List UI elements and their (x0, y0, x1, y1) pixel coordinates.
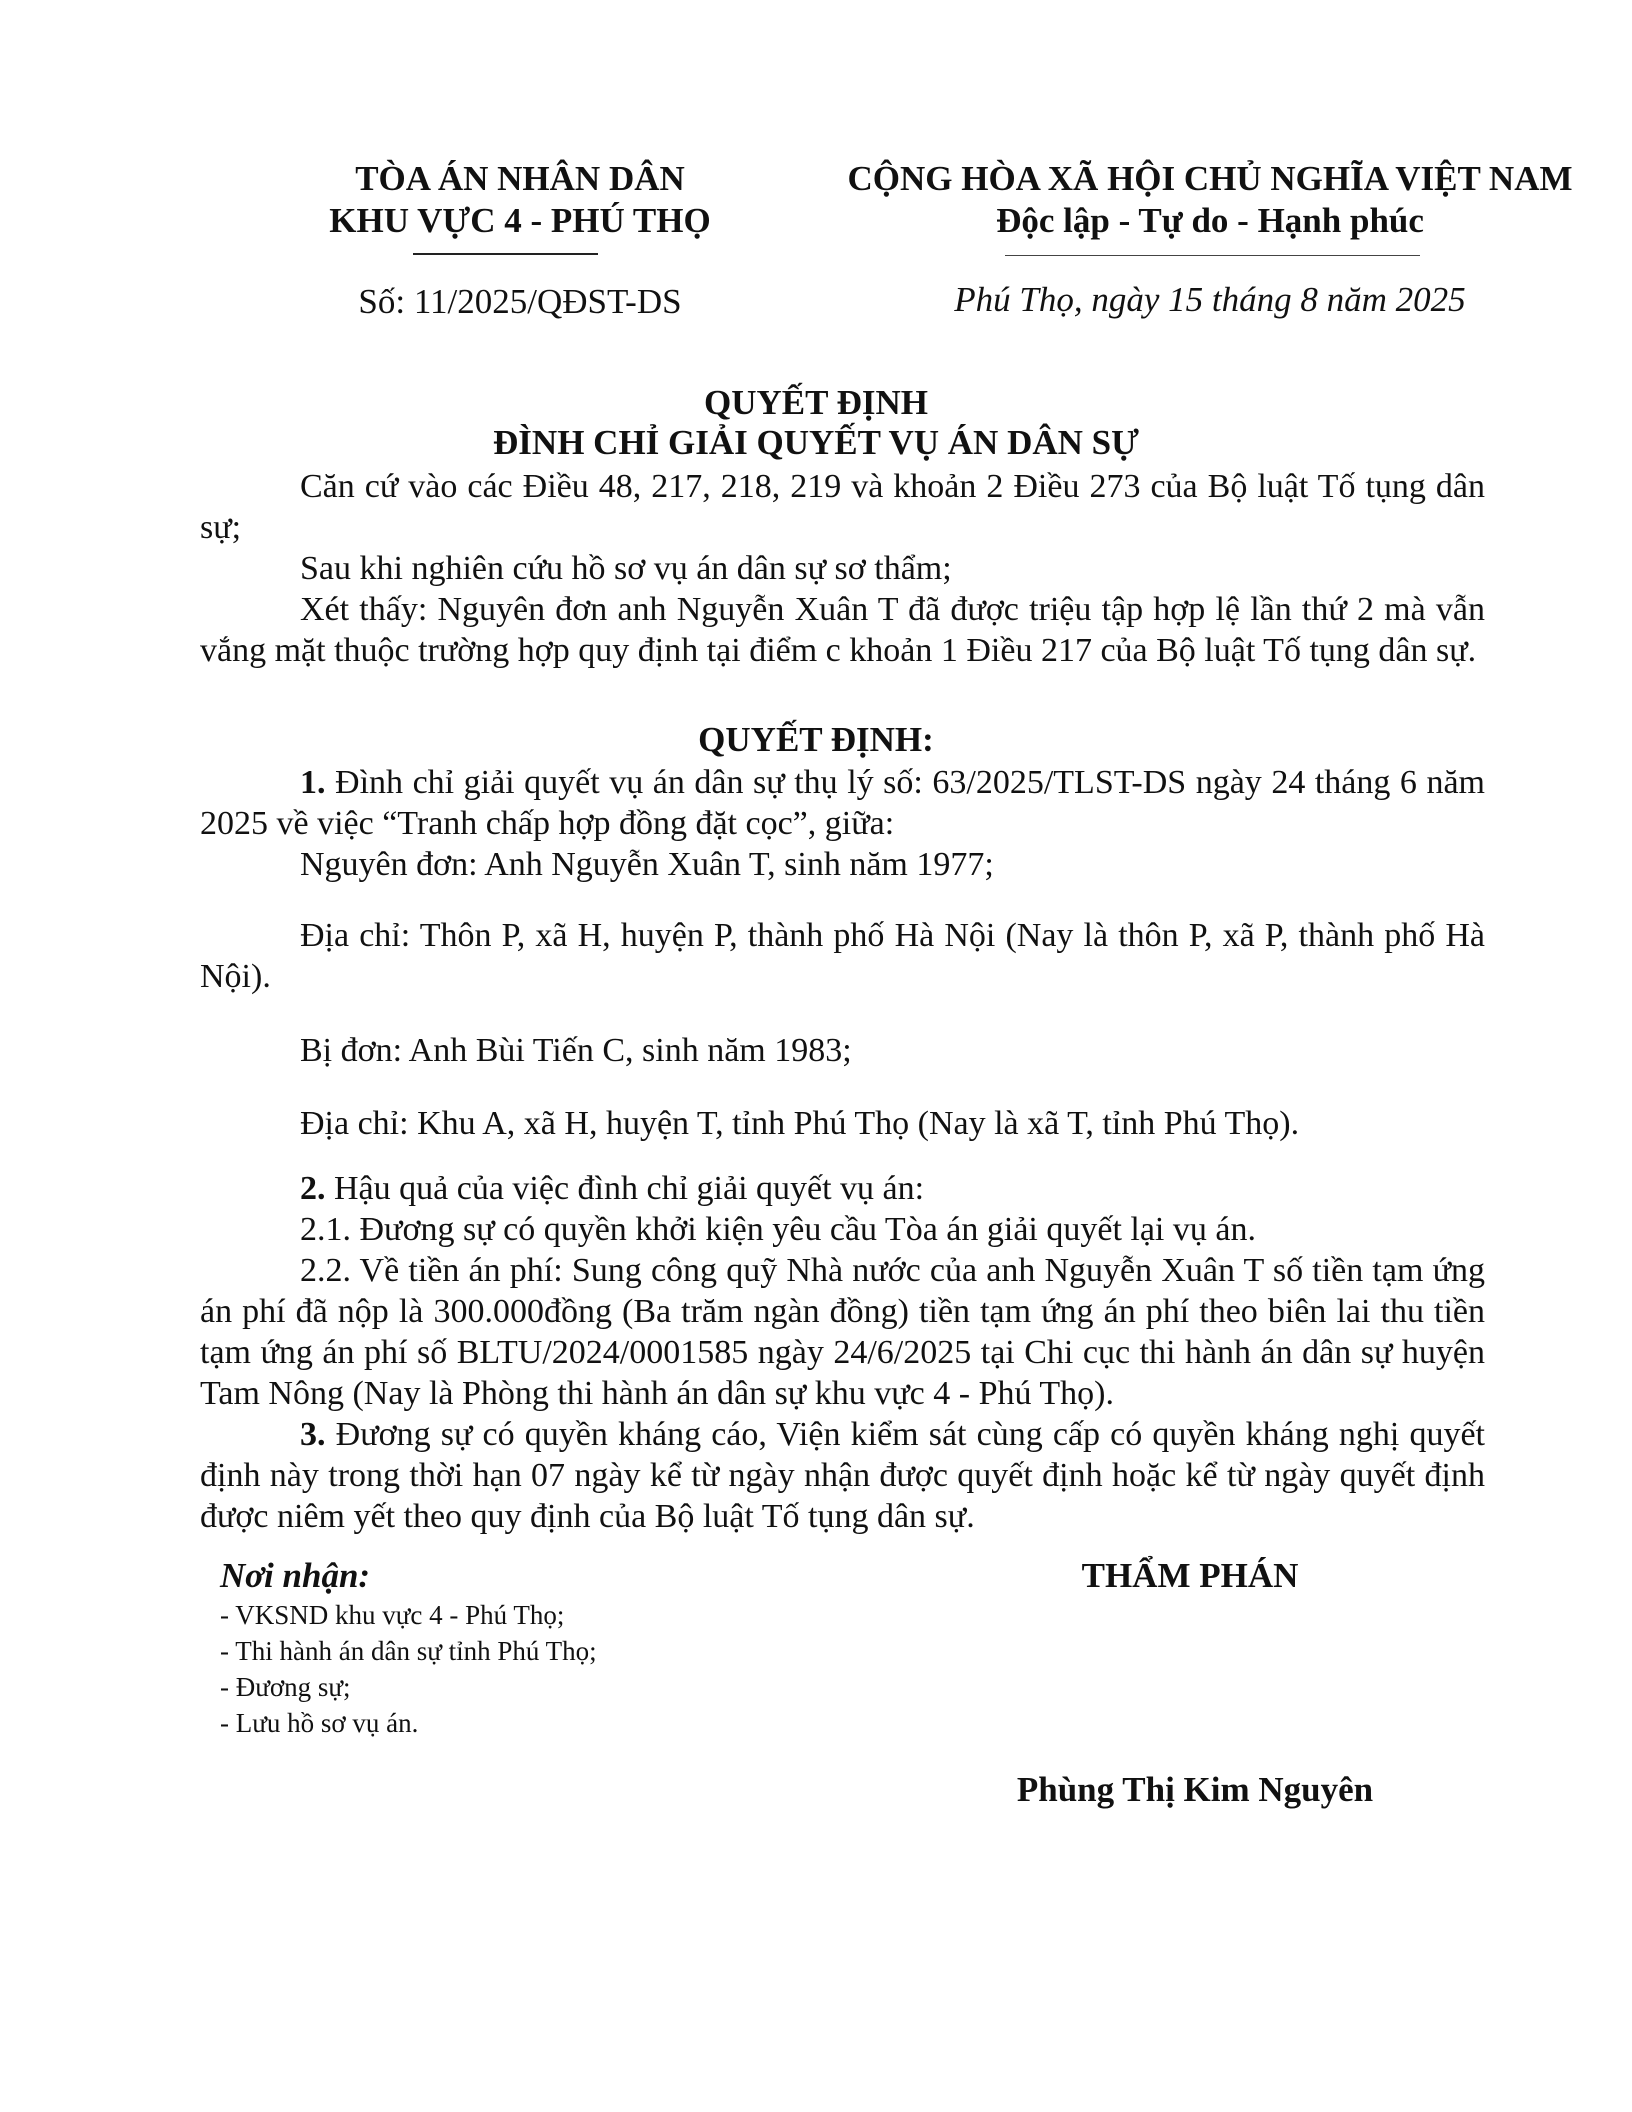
motto: Độc lập - Tự do - Hạnh phúc (996, 201, 1424, 240)
court-name-line1: TÒA ÁN NHÂN DÂN (355, 159, 685, 198)
item-3-text: Đương sự có quyền kháng cáo, Viện kiểm sát cùng cấp có quyền kháng nghị quyết định này trong thời hạn 07 ngày kể từ ngày nhận được quyết định hoặc kể từ ngày quyết định được niêm yết theo quy định của Bộ luật Tố tụng dân sự. (200, 1416, 1485, 1535)
item-1-text: Đình chỉ giải quyết vụ án dân sự thụ lý số: 63/2025/TLST-DS ngày 24 tháng 6 năm 2025 về việc “Tranh chấp hợp đồng đặt cọc”, giữa: (200, 764, 1485, 842)
study-statement: Sau khi nghiên cứu hồ sơ vụ án dân sự sơ thẩm; (300, 550, 952, 587)
decision-item-1 (200, 762, 1485, 844)
defendant-address: Địa chỉ: Khu A, xã H, huyện T, tỉnh Phú Thọ (Nay là xã T, tỉnh Phú Thọ). (300, 1105, 1300, 1142)
item-2-number: 2. (300, 1170, 326, 1207)
recipients-list (220, 1597, 597, 1741)
recipient-item: - Đương sự; (220, 1672, 351, 1702)
decision-part1 (200, 762, 1485, 885)
decision-item-3 (200, 1414, 1485, 1537)
judge-name: Phùng Thị Kim Nguyên (1016, 1770, 1374, 1809)
plaintiff-address: Địa chỉ: Thôn P, xã H, huyện P, thành phố Hà Nội (Nay là thôn P, xã P, thành phố Hà Nội). (200, 917, 1485, 995)
court-name-line2: KHU VỰC 4 - PHÚ THỌ (329, 201, 711, 240)
plaintiff-address-block (200, 915, 1485, 997)
legal-basis: Căn cứ vào các Điều 48, 217, 218, 219 và khoản 2 Điều 273 của Bộ luật Tố tụng dân sự; (200, 468, 1485, 546)
nation-name: CỘNG HÒA XÃ HỘI CHỦ NGHĨA VIỆT NAM (847, 159, 1573, 198)
decision-item-2-2: 2.2. Về tiền án phí: Sung công quỹ Nhà nước của anh Nguyễn Xuân T số tiền tạm ứng án phí đã nộp là 300.000đồng (Ba trăm ngàn đồng) tiền tạm ứng án phí theo biên lai thu tiền tạm ứng án phí số BLTU/2024/0001585 ngày 24/6/2025 tại Chi cục thi hành án dân sự huyện Tam Nông (Nay là Phòng thi hành án dân sự khu vực 4 - Phú Thọ). (200, 1252, 1485, 1412)
item-2-text: Hậu quả của việc đình chỉ giải quyết vụ án: (325, 1170, 925, 1207)
item-3-number: 3. (300, 1416, 326, 1453)
document-number: Số: 11/2025/QĐST-DS (358, 282, 682, 321)
recipients-title: Nơi nhận: (220, 1556, 371, 1595)
defendant-block (200, 1030, 1485, 1071)
plaintiff: Nguyên đơn: Anh Nguyễn Xuân T, sinh năm 1977; (300, 846, 994, 883)
recipient-item: - Thi hành án dân sự tỉnh Phú Thọ; (220, 1636, 597, 1666)
court-name-underline (413, 253, 598, 255)
motto-underline (1005, 255, 1420, 256)
recipient-item: - Lưu hồ sơ vụ án. (220, 1708, 419, 1738)
item-1-number: 1. (300, 764, 326, 801)
preamble (200, 466, 1485, 671)
decision-heading: QUYẾT ĐỊNH: (698, 720, 934, 759)
decision-part2 (200, 1168, 1485, 1537)
defendant-address-block (200, 1103, 1485, 1144)
court-name-block (270, 158, 770, 242)
consideration: Xét thấy: Nguyên đơn anh Nguyễn Xuân T đã được triệu tập hợp lệ lần thứ 2 mà vẫn vắng mặt thuộc trường hợp quy định tại điểm c khoản 1 Điều 217 của Bộ luật Tố tụng dân sự. (200, 591, 1485, 669)
place-date: Phú Thọ, ngày 15 tháng 8 năm 2025 (954, 280, 1466, 319)
document-title: QUYẾT ĐỊNH (704, 383, 928, 422)
defendant: Bị đơn: Anh Bùi Tiến C, sinh năm 1983; (300, 1032, 852, 1069)
national-motto-block (815, 158, 1605, 242)
decision-item-2-1: 2.1. Đương sự có quyền khởi kiện yêu cầu Tòa án giải quyết lại vụ án. (300, 1211, 1256, 1248)
decision-item-2 (200, 1168, 1485, 1209)
document-subtitle: ĐÌNH CHỈ GIẢI QUYẾT VỤ ÁN DÂN SỰ (493, 423, 1139, 462)
recipient-item: - VKSND khu vực 4 - Phú Thọ; (220, 1600, 565, 1630)
judge-title: THẨM PHÁN (1081, 1556, 1299, 1595)
